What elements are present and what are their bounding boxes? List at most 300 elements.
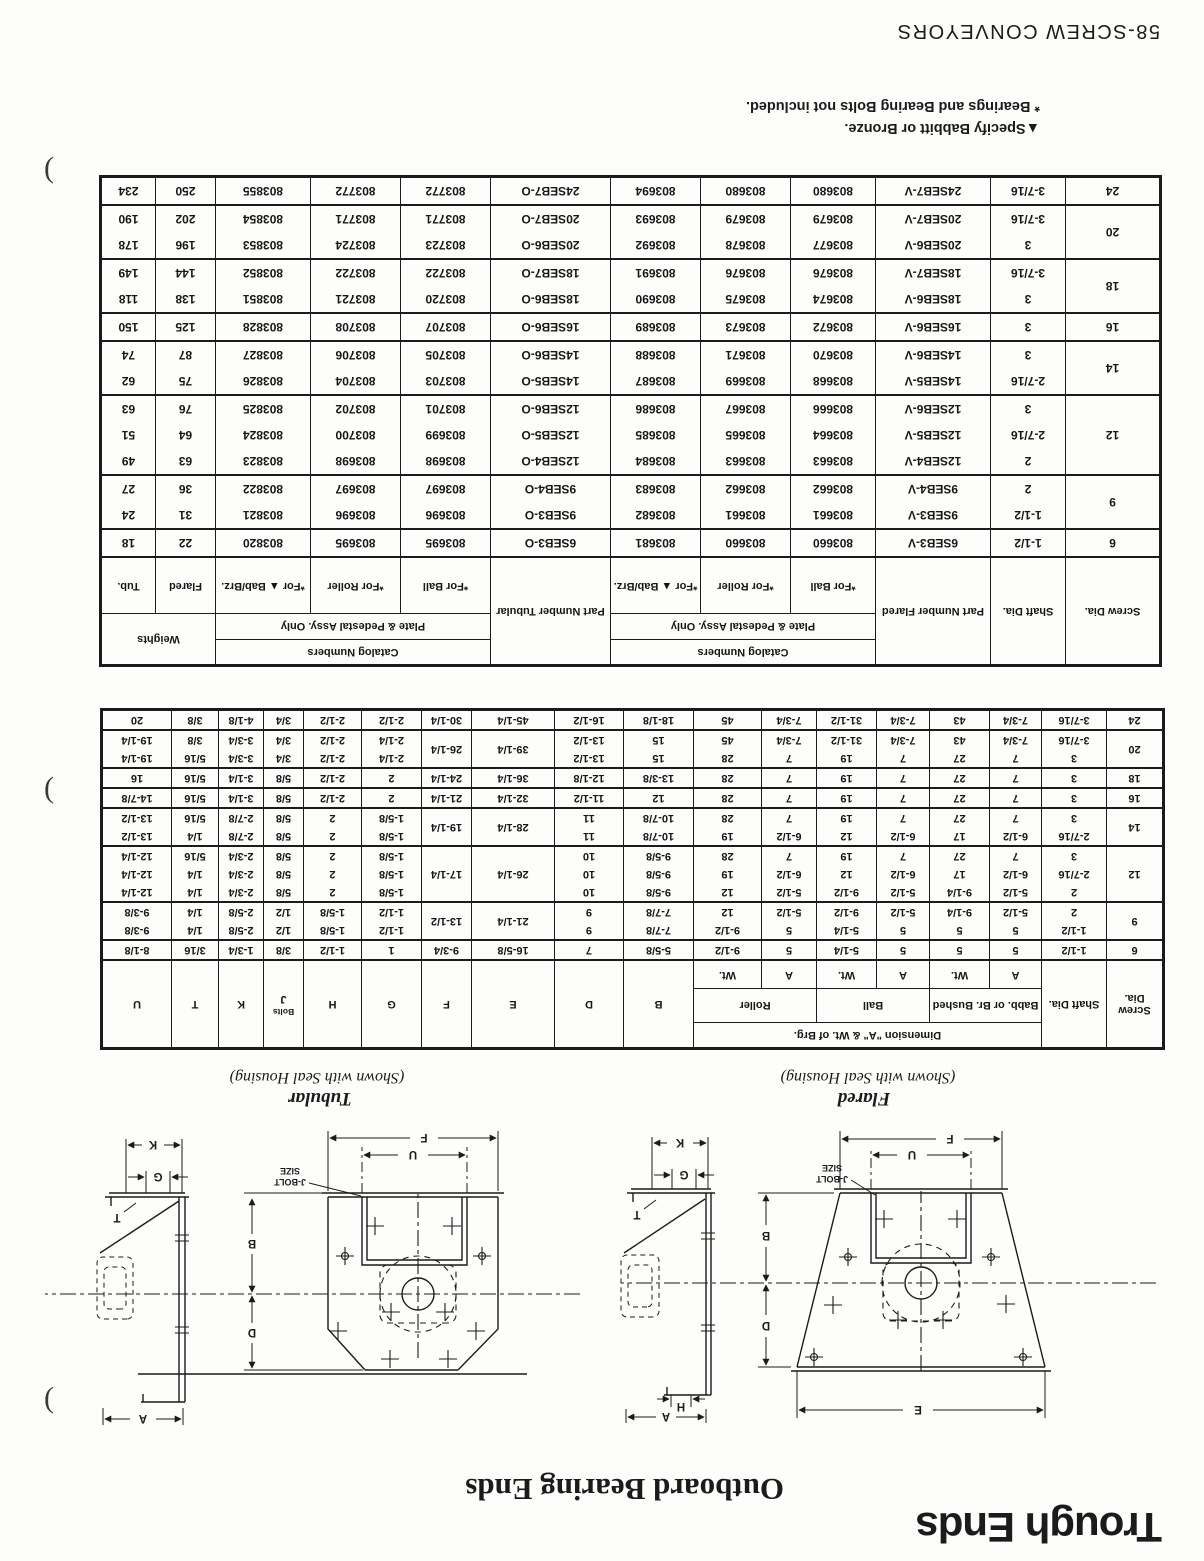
dim-cell: 2-1/2 xyxy=(303,789,361,809)
catalog-cell: 803720 803722 xyxy=(400,260,490,314)
dim-cell: 6-1/2 7 xyxy=(762,809,817,847)
dim-cell: 5 5-1/2 xyxy=(877,903,930,941)
catalog-cell: 6SEB3-O xyxy=(490,530,610,558)
dim-label-h: H xyxy=(676,1400,686,1412)
dim-cell: 17 27 xyxy=(930,809,990,847)
col-header-for-bab-tubular: *For ▲ Bab/Brz. xyxy=(215,558,310,614)
dim-cell-e: 16-5/8 xyxy=(471,941,554,961)
dim-cell: 3-3/4 3-3/4 xyxy=(218,731,263,769)
dim-cell: 5/8 5/8 5/8 xyxy=(263,847,303,903)
col-group-bushed: Babb. or Br. Bushed xyxy=(930,989,1042,1023)
dim-table-row xyxy=(101,941,1163,961)
catalog-cell: 24SEB7-O xyxy=(490,177,610,206)
dim-cell: 2-7/8 2-7/8 xyxy=(218,809,263,847)
dim-cell: 27 xyxy=(930,789,990,809)
catalog-cell: 803695 xyxy=(310,530,400,558)
dim-cell: 43 xyxy=(930,710,990,731)
dim-cell-e: 32-1/4 xyxy=(471,789,554,809)
col-header-for-roller-tubular: *For Roller xyxy=(310,558,400,614)
catalog-cell: 1-1/2 2 xyxy=(991,476,1066,530)
dim-cell-screw: 24 xyxy=(1107,710,1164,731)
dim-cell-f: 19-1/4 xyxy=(421,809,471,847)
dim-cell: 1/4 1/4 xyxy=(171,903,218,941)
footnote-specify: ▲Specify Babbitt or Bronze. xyxy=(844,120,1040,136)
catalog-cell: 12SEB4-O 12SEB5-O 12SEB6-O xyxy=(490,396,610,476)
col-group-plate-pedestal-flared: Plate & Pedestal Assy. Only xyxy=(610,614,875,640)
dim-cell: 6-1/2 7 xyxy=(877,809,930,847)
dim-cell-e: 39-1/4 xyxy=(471,731,554,769)
dim-label-e: E xyxy=(914,1403,922,1415)
dim-cell: 3-7/16 xyxy=(1042,710,1107,731)
dim-cell-f: 13-1/2 xyxy=(421,903,471,941)
catalog-table-row xyxy=(100,206,1160,260)
dimension-table xyxy=(100,709,1165,1051)
col-header-t: T xyxy=(171,961,218,1049)
dim-cell-f: 30-1/4 xyxy=(421,710,471,731)
dim-cell: 3 xyxy=(1042,789,1107,809)
dim-cell: 3/8 xyxy=(263,941,303,961)
catalog-cell: 803823 803824 803825 xyxy=(215,396,310,476)
dim-cell: 8-1/8 xyxy=(101,941,171,961)
dim-cell: 7 xyxy=(762,789,817,809)
dim-cell: 3/4 xyxy=(263,710,303,731)
jbolt-callout-line2: SIZE xyxy=(279,1166,300,1176)
dim-cell: 12 19 28 xyxy=(693,847,761,903)
dim-cell: 7-3/4 xyxy=(762,710,817,731)
catalog-cell: 803826 803827 xyxy=(215,342,310,396)
scan-artifact-mark: ) xyxy=(44,156,54,189)
catalog-cell: 2 2-7/16 3 xyxy=(991,396,1066,476)
dim-table-row xyxy=(101,769,1163,789)
dim-cell: 7-3/4 xyxy=(877,710,930,731)
scan-artifact-mark: ) xyxy=(44,776,54,809)
dim-label-t: T xyxy=(113,1211,121,1223)
tubular-drawing xyxy=(40,1105,588,1483)
dim-cell: 5/16 3/8 xyxy=(171,731,218,769)
dim-label-g: G xyxy=(153,1170,163,1182)
dim-cell: 10-7/8 10-7/8 xyxy=(623,809,693,847)
catalog-cell: 75 87 xyxy=(155,342,215,396)
catalog-table-row xyxy=(100,530,1160,558)
col-header-ball-wt: Wt. xyxy=(817,961,877,989)
catalog-cell: 6SEB3-V xyxy=(876,530,991,558)
catalog-cell: 63 64 76 xyxy=(155,396,215,476)
catalog-cell: 803703 803705 xyxy=(400,342,490,396)
bolts-label: Bolts xyxy=(272,1006,295,1017)
dim-table-row xyxy=(101,809,1163,847)
col-group-dimension-a-wt: Dimension "A" & Wt. of Brg. xyxy=(693,1023,1041,1049)
dim-cell: 10 10 10 xyxy=(554,847,623,903)
catalog-cell: 12SEB4-V 12SEB5-V 12SEB6-V xyxy=(876,396,991,476)
dim-cell: 1-3/4 xyxy=(218,941,263,961)
dim-cell: 5-1/2 6-1/2 7 xyxy=(762,847,817,903)
dim-cell: 2 2-7/16 3 xyxy=(1042,847,1107,903)
dim-cell-screw: 18 xyxy=(1107,769,1164,789)
catalog-cell: 14SEB5-O 14SEB6-O xyxy=(490,342,610,396)
dim-cell: 2-1/4 2-1/4 xyxy=(361,731,421,769)
dim-cell: 5-1/2 6-1/2 7 xyxy=(877,847,930,903)
dim-cell: 9-1/2 12 19 xyxy=(817,847,877,903)
catalog-cell: 803660 xyxy=(701,530,791,558)
catalog-cell: 196 202 xyxy=(155,206,215,260)
catalog-cell: 803680 xyxy=(701,177,791,206)
dim-cell: 20 xyxy=(101,710,171,731)
dim-cell: 1/2 1/2 xyxy=(263,903,303,941)
catalog-cell: 803681 xyxy=(610,530,700,558)
catalog-cell: 1-1/2 xyxy=(991,530,1066,558)
dim-label-g: G xyxy=(679,1168,689,1180)
catalog-cell: 803696 803697 xyxy=(400,476,490,530)
page-title: Trough Ends xyxy=(916,1504,1162,1551)
dim-cell: 2 xyxy=(361,769,421,789)
dim-cell: 1-5/8 1-5/8 xyxy=(361,809,421,847)
catalog-cell: 803820 xyxy=(215,530,310,558)
dim-cell: 16-1/2 xyxy=(554,710,623,731)
catalog-cell: 803690 803691 xyxy=(610,260,700,314)
catalog-table-row xyxy=(100,314,1160,342)
dim-cell-e: 28-1/4 xyxy=(471,809,554,847)
dim-cell: 18-1/8 xyxy=(623,710,693,731)
dim-cell: 5 xyxy=(762,941,817,961)
dim-cell: 7 7-3/4 xyxy=(877,731,930,769)
catalog-cell: 22 xyxy=(155,530,215,558)
catalog-cell: 49 51 63 xyxy=(100,396,155,476)
catalog-table-body xyxy=(100,177,1160,558)
catalog-cell: 62 74 xyxy=(100,342,155,396)
dim-cell: 14-7/8 xyxy=(101,789,171,809)
col-header-screw-dia: Screw Dia. xyxy=(1107,961,1164,1049)
dim-cell: 5 5-1/2 xyxy=(762,903,817,941)
col-header-b: B xyxy=(623,961,693,1049)
catalog-cell: 18SEB6-O 18SEB7-O xyxy=(490,260,610,314)
dim-cell: 5-1/4 xyxy=(817,941,877,961)
catalog-cell: 16SEB6-V xyxy=(876,314,991,342)
dim-cell: 6-1/2 7 xyxy=(990,809,1042,847)
dim-cell: 19 xyxy=(817,769,877,789)
dim-cell-screw: 16 xyxy=(1107,789,1164,809)
dim-cell: 13-1/2 13-1/2 xyxy=(101,809,171,847)
dim-cell: 11 11 xyxy=(554,809,623,847)
dim-cell: 5-1/4 9-1/2 xyxy=(817,903,877,941)
flared-caption: Flared xyxy=(837,1088,891,1109)
catalog-table xyxy=(99,176,1162,668)
catalog-cell: 803707 xyxy=(400,314,490,342)
catalog-cell: 803855 xyxy=(215,177,310,206)
catalog-cell: 803684 803685 803686 xyxy=(610,396,700,476)
catalog-cell: 803660 xyxy=(791,530,876,558)
catalog-cell-screw: 12 xyxy=(1066,396,1161,476)
catalog-cell: 3 3-7/16 xyxy=(991,260,1066,314)
catalog-cell: 3 xyxy=(991,314,1066,342)
dim-cell: 3 3-7/16 xyxy=(1042,731,1107,769)
dim-cell: 5 5-1/2 xyxy=(990,903,1042,941)
dim-table-row xyxy=(101,731,1163,769)
dim-cell: 2-1/2 xyxy=(303,710,361,731)
catalog-cell: 803704 803706 xyxy=(310,342,400,396)
catalog-table-header xyxy=(100,558,1160,666)
catalog-cell: 18 xyxy=(100,530,155,558)
dim-cell: 2-7/16 3 xyxy=(1042,809,1107,847)
col-header-weight-tub: Tub. xyxy=(100,558,155,614)
catalog-cell-screw: 9 xyxy=(1066,476,1161,530)
catalog-cell: 803680 xyxy=(791,177,876,206)
dim-label-u: U xyxy=(408,1148,418,1160)
dim-cell: 2-1/2 xyxy=(361,710,421,731)
dim-cell: 9-1/2 xyxy=(693,941,761,961)
catalog-cell: 31 36 xyxy=(155,476,215,530)
j-label: J xyxy=(280,992,287,1005)
flared-subcaption: (Shown with Seal Housing) xyxy=(780,1069,956,1086)
col-header-roller-a: A xyxy=(762,961,817,989)
catalog-cell: 803696 803697 xyxy=(310,476,400,530)
catalog-cell: 234 xyxy=(100,177,155,206)
dim-label-b: B xyxy=(247,1237,257,1249)
catalog-cell: 3-7/16 xyxy=(991,177,1066,206)
catalog-cell: 803692 803693 xyxy=(610,206,700,260)
dimension-table-header xyxy=(101,961,1163,1049)
catalog-cell: 803723 803771 xyxy=(400,206,490,260)
tubular-diagram xyxy=(40,1105,588,1483)
jbolt-callout-line1: J-BOLT xyxy=(816,1174,848,1184)
page-footer: 58-SCREW CONVEYORS xyxy=(896,20,1160,42)
dim-cell-f: 17-1/4 xyxy=(421,847,471,903)
col-header-for-ball-flared: *For Ball xyxy=(791,558,876,614)
dim-cell: 31-1/2 xyxy=(817,710,877,731)
col-group-plate-pedestal-tubular: Plate & Pedestal Assy. Only xyxy=(215,614,490,640)
dim-cell: 2-3/4 2-3/4 2-3/4 xyxy=(218,847,263,903)
dim-cell: 5/8 5/8 xyxy=(263,809,303,847)
dim-cell: 2 2 2 xyxy=(303,847,361,903)
catalog-table-row xyxy=(100,177,1160,206)
col-header-shaft-dia: Shaft Dia. xyxy=(1042,961,1107,1049)
catalog-cell: 803668 803670 xyxy=(791,342,876,396)
dim-table-row xyxy=(101,903,1163,941)
dim-table-row xyxy=(101,847,1163,903)
catalog-cell-screw: 24 xyxy=(1066,177,1161,206)
dim-cell-f: 26-1/4 xyxy=(421,731,471,769)
col-header-roller-wt: Wt. xyxy=(693,961,761,989)
catalog-cell-screw: 16 xyxy=(1066,314,1161,342)
catalog-cell-screw: 18 xyxy=(1066,260,1161,314)
col-header-shaft-dia: Shaft Dia. xyxy=(991,558,1066,666)
catalog-cell: 803672 xyxy=(791,314,876,342)
dim-cell: 1-1/2 1-1/2 xyxy=(361,903,421,941)
catalog-cell-screw: 14 xyxy=(1066,342,1161,396)
col-header-for-ball-tubular: *For Ball xyxy=(400,558,490,614)
dim-label-f: F xyxy=(420,1131,428,1143)
catalog-table-row xyxy=(100,342,1160,396)
catalog-cell: 803851 803852 xyxy=(215,260,310,314)
dim-cell: 1-1/2 xyxy=(1042,941,1107,961)
catalog-cell: 803772 xyxy=(400,177,490,206)
dim-label-u: U xyxy=(907,1148,917,1160)
catalog-cell: 250 xyxy=(155,177,215,206)
catalog-cell: 14SEB5-V 14SEB6-V xyxy=(876,342,991,396)
catalog-cell: 150 xyxy=(100,314,155,342)
catalog-cell-screw: 6 xyxy=(1066,530,1161,558)
dim-cell: 2-5/8 2-5/8 xyxy=(218,903,263,941)
dim-label-a: A xyxy=(138,1412,148,1424)
dim-cell-screw: 6 xyxy=(1107,941,1164,961)
dim-label-a: A xyxy=(661,1410,671,1422)
dim-cell: 7 xyxy=(762,769,817,789)
dim-cell: 12-1/8 xyxy=(554,769,623,789)
dim-cell-e: 45-1/4 xyxy=(471,710,554,731)
dim-cell-screw: 20 xyxy=(1107,731,1164,769)
tubular-subcaption: (Shown with Seal Housing) xyxy=(229,1069,405,1086)
catalog-cell: 20SEB6-O 20SEB7-O xyxy=(490,206,610,260)
col-group-ball: Ball xyxy=(817,989,930,1023)
col-group-catalog-numbers-flared: Catalog Numbers xyxy=(610,640,875,666)
dim-cell: 12-1/4 12-1/4 12-1/4 xyxy=(101,847,171,903)
dim-cell-e: 26-1/4 xyxy=(471,847,554,903)
catalog-cell: 118 149 xyxy=(100,260,155,314)
dim-cell: 5/16 xyxy=(171,769,218,789)
dim-cell: 15 15 xyxy=(623,731,693,769)
dim-table-row xyxy=(101,710,1163,731)
dimension-table-body xyxy=(101,710,1163,961)
dim-cell: 7 7-3/4 xyxy=(762,731,817,769)
dim-cell: 5-1/2 6-1/2 7 xyxy=(990,847,1042,903)
col-header-e: E xyxy=(471,961,554,1049)
col-header-f: F xyxy=(421,961,471,1049)
jbolt-callout-line2: SIZE xyxy=(821,1163,842,1173)
footnotes xyxy=(746,95,1040,139)
catalog-cell: 803853 803854 xyxy=(215,206,310,260)
dim-label-k: K xyxy=(675,1136,685,1148)
dim-cell: 9-3/8 9-3/8 xyxy=(101,903,171,941)
catalog-cell: 803663 803665 803667 xyxy=(701,396,791,476)
dim-cell: 27 xyxy=(930,769,990,789)
dim-cell: 7-7/8 7-7/8 xyxy=(623,903,693,941)
dim-label-f: F xyxy=(946,1132,954,1144)
catalog-cell: 20SEB6-V 20SEB7-V xyxy=(876,206,991,260)
col-header-h: H xyxy=(303,961,361,1049)
dim-cell: 7 7-3/4 xyxy=(990,731,1042,769)
dim-label-t: T xyxy=(633,1208,641,1220)
dim-cell: 7 xyxy=(877,769,930,789)
dim-cell: 9 9 xyxy=(554,903,623,941)
catalog-cell: 3 3-7/16 xyxy=(991,206,1066,260)
flared-diagram xyxy=(616,1105,1164,1483)
dim-cell: 12 xyxy=(623,789,693,809)
dim-cell: 3-1/4 xyxy=(218,769,263,789)
dim-cell: 5 9-1/4 xyxy=(930,903,990,941)
col-header-u: U xyxy=(101,961,171,1049)
dim-cell: 1-1/2 2 xyxy=(1042,903,1107,941)
col-header-for-roller-flared: *For Roller xyxy=(701,558,791,614)
dim-cell: 5 xyxy=(990,941,1042,961)
catalog-cell: 16SEB6-O xyxy=(490,314,610,342)
dim-label-d: D xyxy=(247,1326,257,1338)
dim-cell: 7 xyxy=(990,789,1042,809)
scan-artifact-mark: ) xyxy=(44,1386,54,1419)
catalog-cell: 803674 803676 xyxy=(791,260,876,314)
dim-cell: 3/8 xyxy=(171,710,218,731)
catalog-cell: 803661 803662 xyxy=(791,476,876,530)
catalog-cell: 803677 803679 xyxy=(791,206,876,260)
dim-cell: 1/4 1/4 5/16 xyxy=(171,847,218,903)
dim-cell: 5/8 xyxy=(263,789,303,809)
catalog-cell: 803695 xyxy=(400,530,490,558)
catalog-cell: 178 190 xyxy=(100,206,155,260)
dim-cell: 13-1/2 13-1/2 xyxy=(554,731,623,769)
col-header-for-bab-flared: *For ▲ Bab/Brz. xyxy=(610,558,700,614)
dim-cell: 3/16 xyxy=(171,941,218,961)
catalog-table-row xyxy=(100,396,1160,476)
catalog-cell: 803708 xyxy=(310,314,400,342)
catalog-cell: 803669 803671 xyxy=(701,342,791,396)
dim-cell: 13-3/8 xyxy=(623,769,693,789)
dim-cell: 5 xyxy=(877,941,930,961)
dim-cell: 45 xyxy=(693,710,761,731)
col-header-ball-a: A xyxy=(877,961,930,989)
dim-cell: 9-5/8 9-5/8 9-5/8 xyxy=(623,847,693,903)
col-header-bushed-wt: Wt. xyxy=(930,961,990,989)
catalog-cell: 803663 803664 803666 xyxy=(791,396,876,476)
dim-cell: 4-1/8 xyxy=(218,710,263,731)
catalog-cell: 803689 xyxy=(610,314,700,342)
catalog-cell: 803724 803771 xyxy=(310,206,400,260)
catalog-cell: 803675 803676 xyxy=(701,260,791,314)
dim-cell: 19-1/4 19-1/4 xyxy=(101,731,171,769)
col-header-part-number-tubular: Part Number Tubular xyxy=(490,558,610,666)
dim-cell: 5 xyxy=(930,941,990,961)
dim-cell: 1 xyxy=(361,941,421,961)
jbolt-callout-line1: J-BOLT xyxy=(274,1177,306,1187)
catalog-cell: 9SEB3-V 9SEB4-V xyxy=(876,476,991,530)
col-header-d: D xyxy=(554,961,623,1049)
col-header-k: K xyxy=(218,961,263,1049)
catalog-cell: 138 144 xyxy=(155,260,215,314)
col-group-weights: Weights xyxy=(100,614,215,666)
dim-cell: 19 28 xyxy=(693,809,761,847)
catalog-cell: 24SEB7-V xyxy=(876,177,991,206)
dim-cell: 2-1/2 2-1/2 xyxy=(303,731,361,769)
dim-cell: 3 xyxy=(1042,769,1107,789)
dim-cell: 28 xyxy=(693,789,761,809)
catalog-cell: 803678 803679 xyxy=(701,206,791,260)
dim-label-d: D xyxy=(761,1319,771,1331)
catalog-cell: 2-7/16 3 xyxy=(991,342,1066,396)
catalog-cell: 803721 803722 xyxy=(310,260,400,314)
dim-table-row xyxy=(101,789,1163,809)
dim-cell: 9-1/4 17 27 xyxy=(930,847,990,903)
dim-cell-screw: 14 xyxy=(1107,809,1164,847)
col-header-screw-dia: Screw Dia. xyxy=(1066,558,1161,666)
catalog-cell: 803698 803700 803702 xyxy=(310,396,400,476)
dim-cell: 7 xyxy=(554,941,623,961)
catalog-cell: 803687 803688 xyxy=(610,342,700,396)
col-header-bushed-a: A xyxy=(990,961,1042,989)
catalog-cell: 24 27 xyxy=(100,476,155,530)
dim-cell: 12 19 xyxy=(817,809,877,847)
tubular-caption: Tubular xyxy=(288,1088,352,1109)
catalog-table-row xyxy=(100,260,1160,314)
dim-cell: 1-5/8 1-5/8 1-5/8 xyxy=(361,847,421,903)
dim-cell: 1-1/2 xyxy=(303,941,361,961)
dim-cell: 19 xyxy=(817,789,877,809)
catalog-cell: 803772 xyxy=(310,177,400,206)
dim-cell: 19 31-1/2 xyxy=(817,731,877,769)
dim-cell: 2-1/2 xyxy=(303,769,361,789)
catalog-cell: 18SEB6-V 18SEB7-V xyxy=(876,260,991,314)
dim-cell: 1/4 5/16 xyxy=(171,809,218,847)
dim-cell: 11-1/2 xyxy=(554,789,623,809)
dim-cell: 1-5/8 1-5/8 xyxy=(303,903,361,941)
dim-cell: 3-1/4 xyxy=(218,789,263,809)
dim-cell: 5/16 xyxy=(171,789,218,809)
